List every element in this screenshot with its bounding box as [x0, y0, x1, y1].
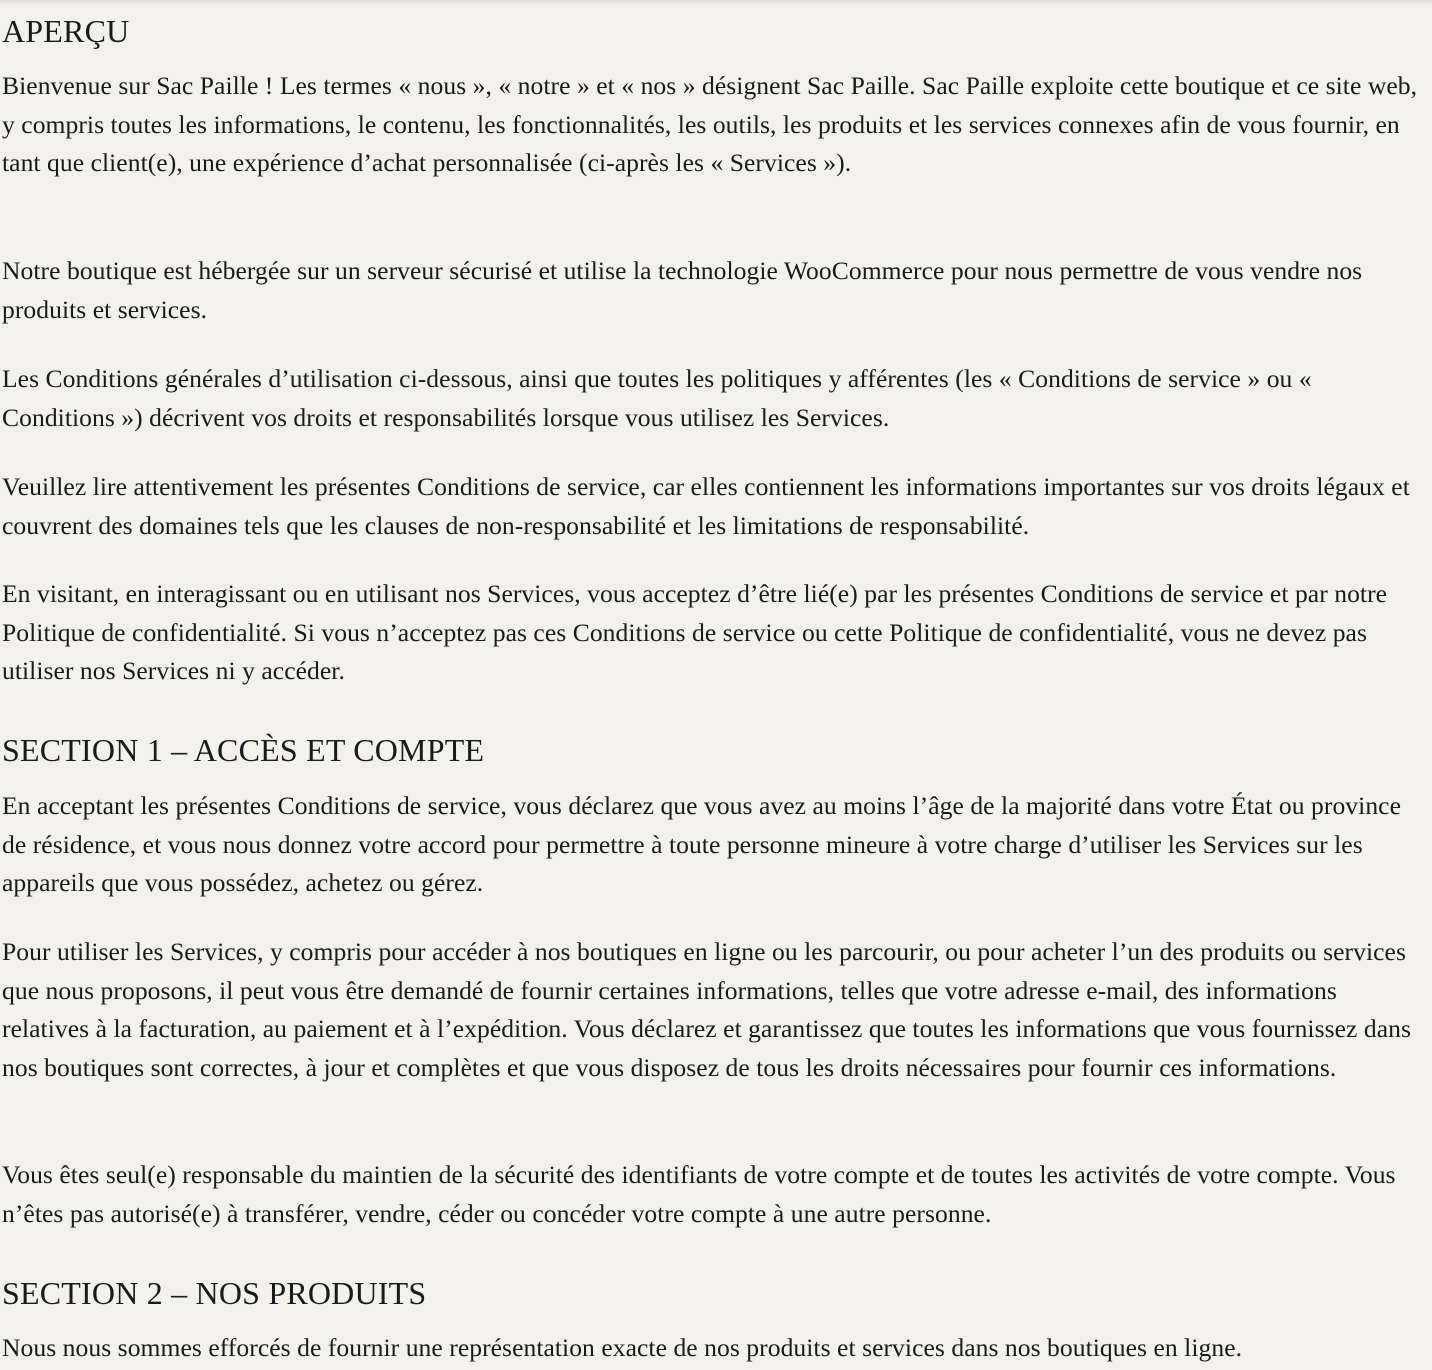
paragraph-acceptance: En visitant, en interagissant ou en utilisant nos Services, vous acceptez d’être lié(e) par les présentes Conditions de service et par notre Politique de confidentialité. Si vous n’acceptez pas ces Conditions de service ou cette Politique de confidentialité, vous ne devez pas utiliser nos Services ni y accéder.	[2, 579, 1388, 685]
paragraph-hosting: Notre boutique est hébergée sur un serveur sécurisé et utilise la technologie WooCommerce pour nous permettre de vous vendre nos produits et services.	[2, 256, 1363, 324]
paragraph-products: Nous nous sommes efforcés de fournir une représentation exacte de nos produits et services dans nos boutiques en ligne.	[2, 1333, 1243, 1362]
paragraph-information-required: Pour utiliser les Services, y compris pour accéder à nos boutiques en ligne ou les parcourir, ou pour acheter l’un des produits ou services que nous proposons, il peut vous être demandé de fournir certaines informations, telles que votre adresse e-mail, des informations relatives à la facturation, au paiement et à l’expédition. Vous déclarez et garantissez que toutes les informations que vous fournissez dans nos boutiques sont correctes, à jour et complètes et que vous disposez de tous les droits nécessaires pour fournir ces informations.	[2, 937, 1411, 1082]
paragraph-welcome: Bienvenue sur Sac Paille ! Les termes « nous », « notre » et « nos » désignent Sac Paille. Sac Paille exploite cette boutique et ce site web, y compris toutes les informations, le contenu, les fonctionnalités, les outils, les produits et les services connexes afin de vous fournir, en tant que client(e), une expérience d’achat personnalisée (ci-après les « Services »).	[2, 71, 1418, 177]
top-edge-shadow	[0, 0, 1432, 6]
heading-apercu: APERÇU	[2, 13, 130, 49]
heading-section-1: SECTION 1 – ACCÈS ET COMPTE	[2, 732, 485, 768]
paragraph-conditions: Les Conditions générales d’utilisation ci-dessous, ainsi que toutes les politiques y afférentes (les « Conditions de service » ou « Conditions ») décrivent vos droits et responsabilités lorsque vous utilisez les Services.	[2, 364, 1312, 432]
heading-section-2: SECTION 2 – NOS PRODUITS	[2, 1275, 427, 1311]
paragraph-read-carefully: Veuillez lire attentivement les présentes Conditions de service, car elles contiennent les informations importantes sur vos droits légaux et couvrent des domaines tels que les clauses de non-responsabilité et les limitations de responsabilité.	[2, 472, 1410, 540]
paragraph-age-majority: En acceptant les présentes Conditions de service, vous déclarez que vous avez au moins l’âge de la majorité dans votre État ou province de résidence, et vous nous donnez votre accord pour permettre à toute personne mineure à votre charge d’utiliser les Services sur les appareils que vous possédez, achetez ou gérez.	[2, 791, 1401, 897]
paragraph-account-security: Vous êtes seul(e) responsable du maintien de la sécurité des identifiants de votre compte et de toutes les activités de votre compte. Vous n’êtes pas autorisé(e) à transférer, vendre, céder ou concéder votre compte à une autre personne.	[2, 1160, 1396, 1228]
